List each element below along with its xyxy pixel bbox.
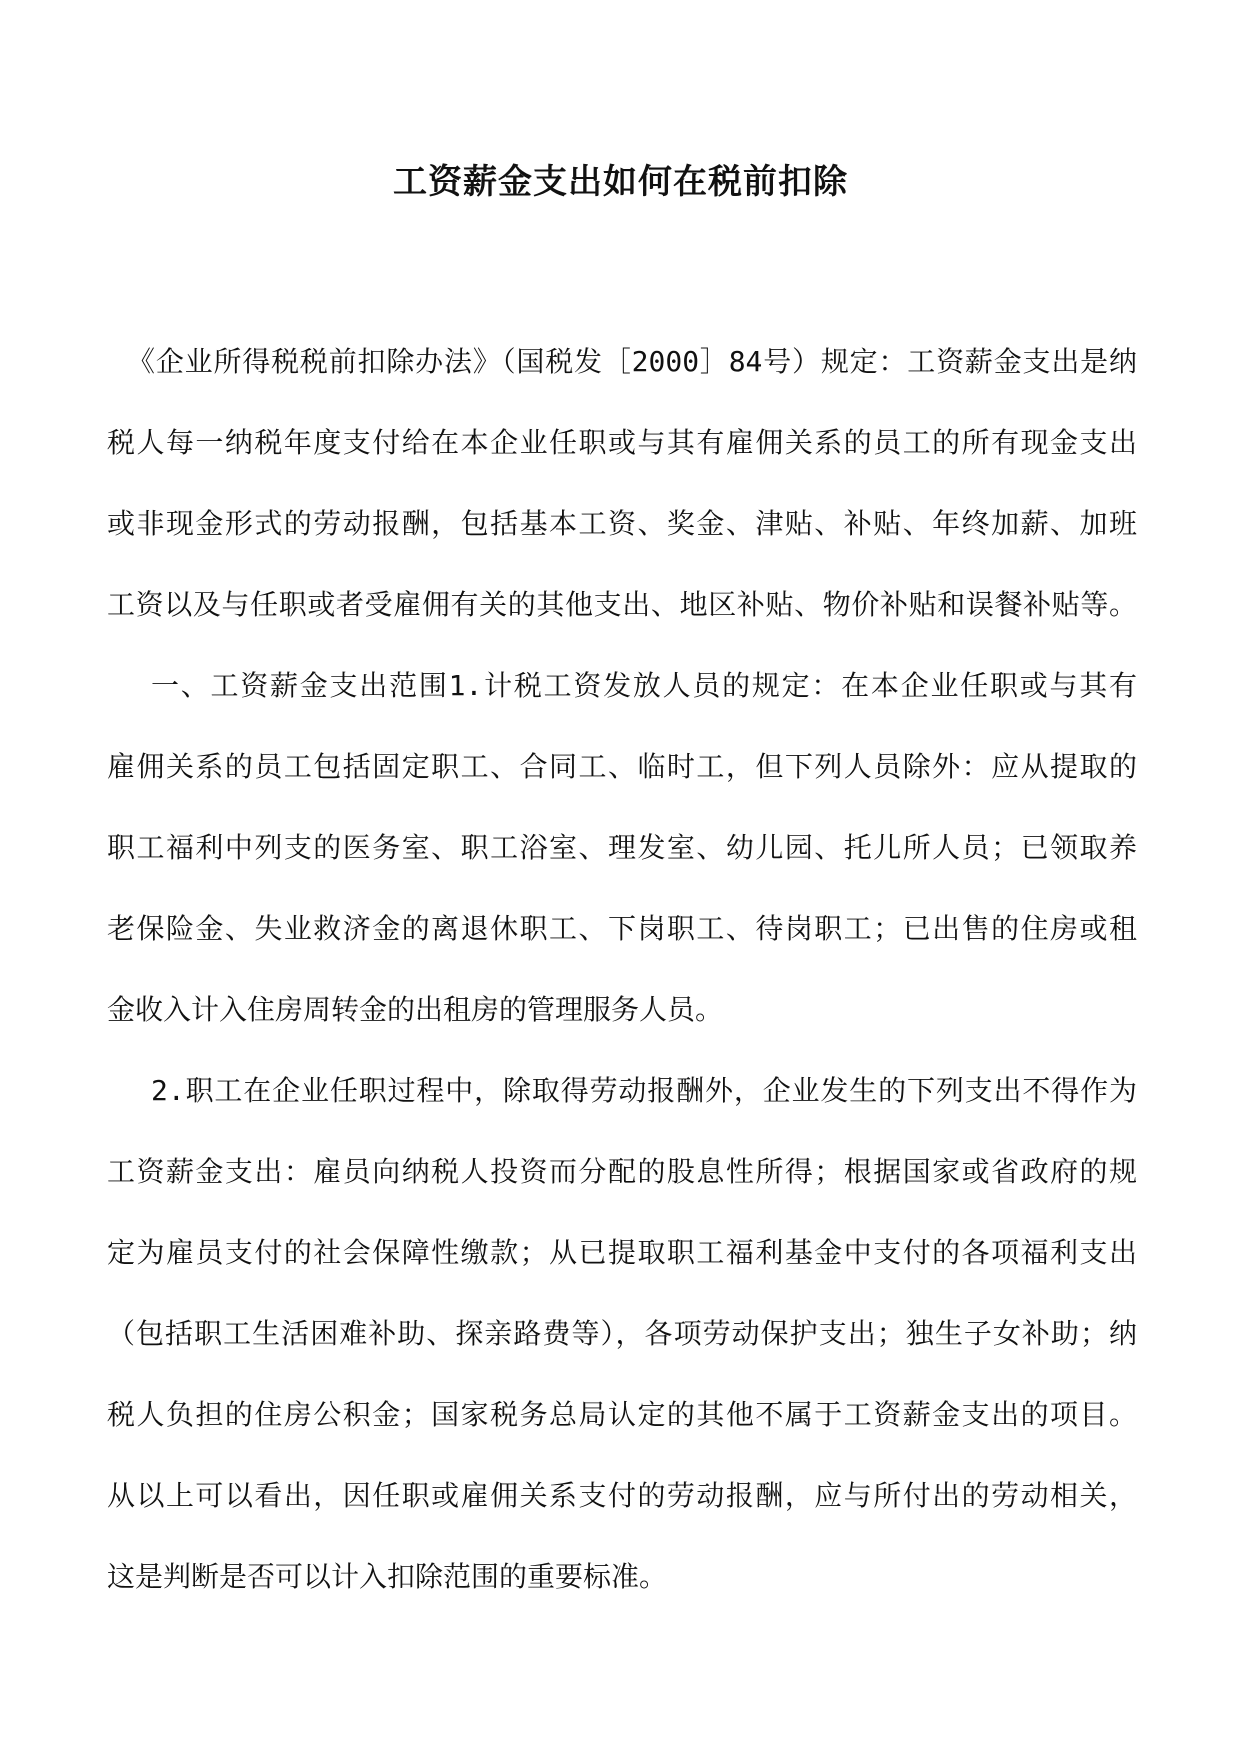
paragraph-1-line-3: 或非现金形式的劳动报酬，包括基本工资、奖金、津贴、补贴、年终加薪、加班 — [107, 507, 1137, 540]
paragraph-1-line-1: 《企业所得税税前扣除办法》（国税发［2000］84号）规定：工资薪金支出是纳 — [127, 345, 1137, 378]
paragraph-3-line-5: 税人负担的住房公积金；国家税务总局认定的其他不属于工资薪金支出的项目。 — [107, 1398, 1137, 1431]
paragraph-3-line-6: 从以上可以看出，因任职或雇佣关系支付的劳动报酬，应与所付出的劳动相关， — [107, 1479, 1137, 1512]
document-body — [107, 342, 1137, 1638]
paragraph-2-line-2: 雇佣关系的员工包括固定职工、合同工、临时工，但下列人员除外：应从提取的 — [107, 750, 1137, 783]
paragraph-1-line-4: 工资以及与任职或者受雇佣有关的其他支出、地区补贴、物价补贴和误餐补贴等。 — [107, 588, 1137, 621]
paragraph-2-line-5: 金收入计入住房周转金的出租房的管理服务人员。 — [107, 993, 724, 1026]
paragraph-3-line-4: （包括职工生活困难补助、探亲路费等），各项劳动保护支出；独生子女补助；纳 — [107, 1317, 1137, 1350]
paragraph-3-line-2: 工资薪金支出：雇员向纳税人投资而分配的股息性所得；根据国家或省政府的规 — [107, 1155, 1137, 1188]
paragraph-3-line-7: 这是判断是否可以计入扣除范围的重要标准。 — [107, 1560, 668, 1593]
paragraph-3-line-3: 定为雇员支付的社会保障性缴款；从已提取职工福利基金中支付的各项福利支出 — [107, 1236, 1137, 1269]
paragraph-2-line-4: 老保险金、失业救济金的离退休职工、下岗职工、待岗职工；已出售的住房或租 — [107, 912, 1137, 945]
paragraph-2-line-3: 职工福利中列支的医务室、职工浴室、理发室、幼儿园、托儿所人员；已领取养 — [107, 831, 1137, 864]
paragraph-1-line-2: 税人每一纳税年度支付给在本企业任职或与其有雇佣关系的员工的所有现金支出 — [107, 426, 1137, 459]
paragraph-3-line-1: 2.职工在企业任职过程中，除取得劳动报酬外，企业发生的下列支出不得作为 — [151, 1074, 1137, 1107]
document-title: 工资薪金支出如何在税前扣除 — [393, 162, 848, 202]
paragraph-2-line-1: 一、工资薪金支出范围1.计税工资发放人员的规定：在本企业任职或与其有 — [151, 669, 1137, 702]
